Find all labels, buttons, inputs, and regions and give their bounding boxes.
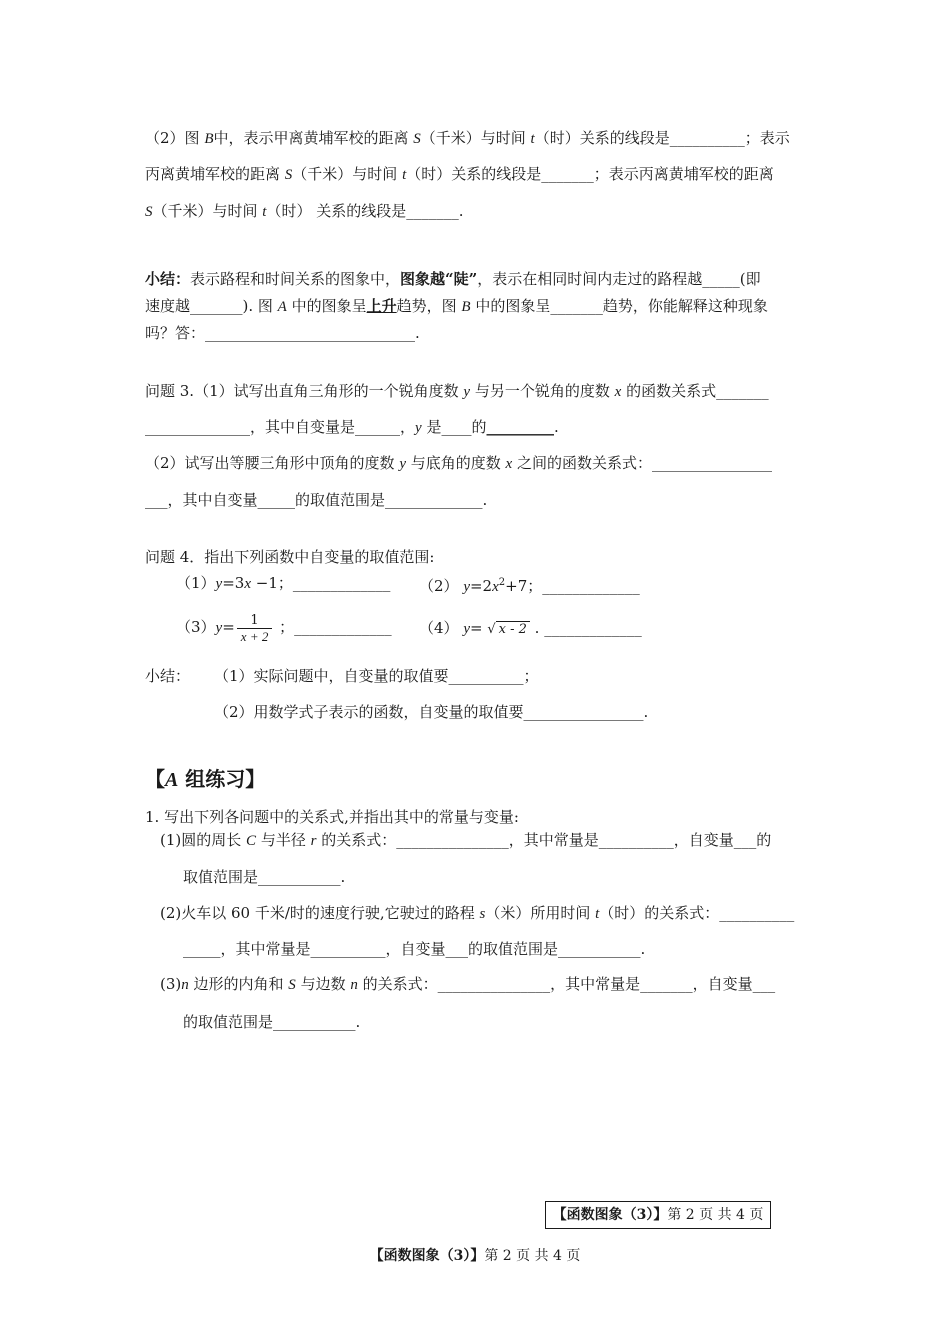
fraction xyxy=(237,613,273,644)
summary1-line-2 xyxy=(145,295,768,318)
group-a-prompt: 1. 写出下列各问题中的关系式,并指出其中的常量与变量: xyxy=(145,808,519,826)
group-a-item-3b: 的取值范围是___________. xyxy=(183,1013,361,1031)
var: y xyxy=(215,576,223,592)
text: 表示路程和时间关系的图象中， xyxy=(190,270,401,288)
var: x xyxy=(505,456,513,472)
text: =3 xyxy=(222,574,245,592)
var: r xyxy=(310,833,317,849)
var: t xyxy=(595,906,600,922)
var: y xyxy=(399,456,406,472)
text: 速度越_______). 图 xyxy=(145,297,278,315)
text: ______________，其中自变量是______， xyxy=(145,418,416,436)
text: （千米）与时间 xyxy=(152,202,263,220)
page-footer xyxy=(0,1245,950,1265)
text: 是____的 xyxy=(421,418,487,436)
text: （时）的关系式：__________ xyxy=(599,904,795,922)
group-a-item-2b: _____，其中常量是__________，自变量___的取值范围是___________. xyxy=(183,940,646,958)
text: 之间的函数关系式：________________ xyxy=(512,454,772,472)
q3-line-3 xyxy=(145,452,772,475)
group-a-item-1b: 取值范围是___________. xyxy=(183,868,346,886)
text: 的关系式：_______________，其中常量是_______，自变量___ xyxy=(357,975,776,993)
q3-line-2 xyxy=(145,416,559,439)
q2b-line-1 xyxy=(145,127,790,150)
numerator: 1 xyxy=(237,613,273,629)
text: 问题 3.（1）试写出直角三角形的一个锐角度数 xyxy=(145,382,464,400)
var: x xyxy=(614,384,622,400)
exponent: 2 xyxy=(498,577,506,588)
group-a-item-1a xyxy=(160,829,771,852)
text: （1） xyxy=(176,574,216,592)
summary2-line-1: （1）实际问题中，自变量的取值要__________； xyxy=(214,667,539,685)
var: B xyxy=(461,299,471,315)
text: 的函数关系式_______ xyxy=(621,382,769,400)
text: 趋势，图 xyxy=(396,297,462,315)
text: +7；_____________ xyxy=(505,577,640,595)
summary2-line-2: （2）用数学式子表示的函数，自变量的取值要________________. xyxy=(214,703,649,721)
q4-title: 问题 4．指出下列函数中自变量的取值范围: xyxy=(145,548,435,566)
q2b-line-2 xyxy=(145,163,774,186)
text: （时） 关系的线段是_______. xyxy=(266,202,464,220)
text: 丙离黄埔军校的距离 xyxy=(145,165,285,183)
text: （时）关系的线段是__________；表示 xyxy=(534,129,790,147)
text: （4） xyxy=(419,619,464,637)
text: 与边数 xyxy=(295,975,351,993)
footer-page-number: 第 2 页 共 4 页 xyxy=(484,1248,581,1264)
text: = xyxy=(469,619,488,637)
bracket: 【 xyxy=(145,767,165,791)
var: y xyxy=(463,579,470,595)
text: 边形的内角和 xyxy=(188,975,289,993)
q4-formula-2 xyxy=(419,572,640,598)
blank: _________ xyxy=(486,418,554,436)
var: y xyxy=(463,384,471,400)
emphasis: 图象越“陡” xyxy=(400,270,478,288)
var: y xyxy=(463,621,470,637)
footer-title: 【函数图象（3）】 xyxy=(369,1248,485,1264)
group-letter: A xyxy=(165,769,179,791)
var: y xyxy=(215,620,223,636)
text: ，表示在相同时间内走过的路程越_____(即 xyxy=(477,270,761,288)
group-a-item-2a xyxy=(160,902,794,925)
text: （时）关系的线段是_______；表示丙离黄埔军校的距离 xyxy=(406,165,774,183)
var: n xyxy=(350,977,358,993)
text: 中，表示甲离黄埔军校的距离 xyxy=(213,129,414,147)
q4-formula-3 xyxy=(176,607,392,648)
text: ；_____________ xyxy=(274,618,392,636)
var: S xyxy=(145,204,153,220)
text: (1)圆的周长 xyxy=(160,831,247,849)
answer-rising: 上升 xyxy=(366,297,397,315)
radicand: x - 2 xyxy=(496,621,530,637)
square-root: √ x - 2 xyxy=(487,619,530,641)
text: 与另一个锐角的度数 xyxy=(470,382,615,400)
text: 与半径 xyxy=(256,831,311,849)
text: （千米）与时间 xyxy=(420,129,531,147)
var: y xyxy=(415,420,422,436)
var: n xyxy=(181,977,189,993)
text: 中的图象呈 xyxy=(286,297,367,315)
footer-page-number: 第 2 页 共 4 页 xyxy=(667,1207,764,1223)
text: . _____________ xyxy=(529,619,642,637)
text: . xyxy=(553,418,559,436)
var: S xyxy=(284,167,293,183)
q4-formula-4 xyxy=(419,617,642,641)
var: C xyxy=(246,833,257,849)
summary-label: 小结： xyxy=(145,270,191,288)
text: （2）试写出等腰三角形中顶角的度数 xyxy=(145,454,400,472)
q2b-line-3 xyxy=(145,200,464,223)
var: t xyxy=(402,167,407,183)
group-a-item-3a xyxy=(160,973,775,996)
var: s xyxy=(479,906,486,922)
text: = xyxy=(222,618,235,636)
text: −1；_____________ xyxy=(251,574,391,592)
footer-page-box xyxy=(545,1201,771,1229)
text: 与底角的度数 xyxy=(406,454,506,472)
group-a-heading xyxy=(145,765,265,794)
text: （3） xyxy=(176,618,216,636)
var: t xyxy=(530,131,535,147)
text: (3) xyxy=(160,975,182,993)
text: 组练习】 xyxy=(178,767,266,791)
var: x xyxy=(492,579,499,595)
text: 的关系式：_______________，其中常量是__________，自变量___的 xyxy=(316,831,772,849)
q3-line-4: ___，其中自变量_____的取值范围是_____________. xyxy=(145,491,488,509)
footer-title: 【函数图象（3）】 xyxy=(552,1207,668,1223)
var: A xyxy=(277,299,287,315)
summary2-label: 小结： xyxy=(145,667,191,685)
var: t xyxy=(262,204,267,220)
q4-formula-1 xyxy=(176,572,390,595)
denominator: x + 2 xyxy=(240,628,269,644)
summary1-line-3: 吗？答：____________________________. xyxy=(145,324,420,342)
var: S xyxy=(288,977,296,993)
text: 中的图象呈_______趋势，你能解释这种现象 xyxy=(470,297,768,315)
summary1-line-1 xyxy=(145,268,761,290)
text: (2)火车以 60 千米/时的速度行驶,它驶过的路程 xyxy=(160,904,480,922)
text: （米）所用时间 xyxy=(485,904,596,922)
var: B xyxy=(204,131,214,147)
text: （2） xyxy=(419,577,464,595)
text: （千米）与时间 xyxy=(292,165,403,183)
text: （2）图 xyxy=(145,129,205,147)
text: =2 xyxy=(469,577,493,595)
var: S xyxy=(413,131,421,147)
q3-line-1 xyxy=(145,380,769,403)
var: x xyxy=(244,576,252,592)
